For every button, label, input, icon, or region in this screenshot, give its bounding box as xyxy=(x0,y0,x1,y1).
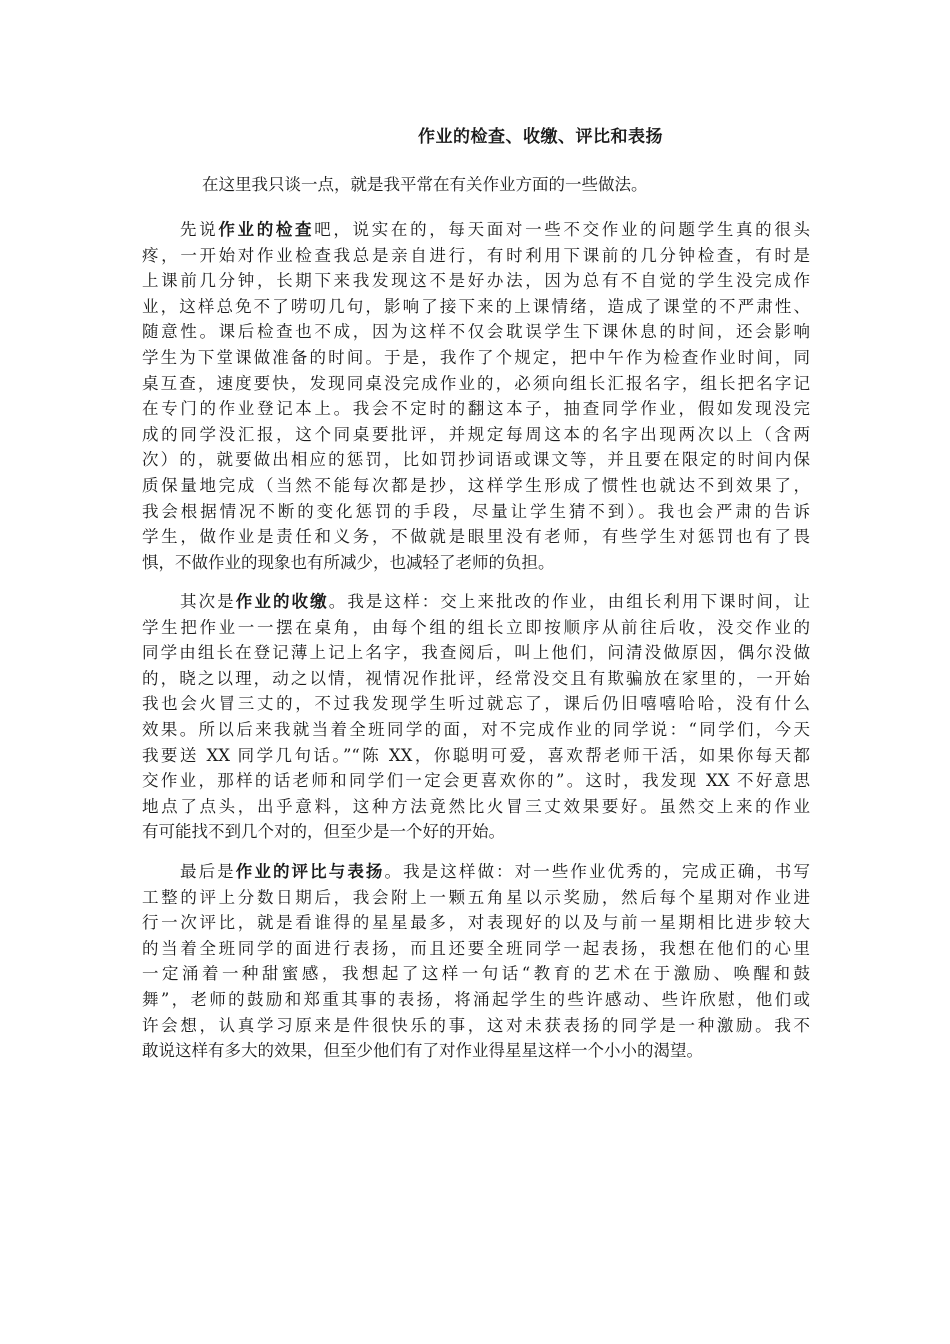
paragraph-line xyxy=(142,859,810,885)
paragraph-line: 上课前几分钟，长期下来我发现这不是好办法，因为总有不自觉的学生没完成作 xyxy=(142,271,810,291)
paragraph-lead-text: 最后是 xyxy=(180,862,236,881)
paragraph-line xyxy=(142,589,810,615)
paragraph-line: 桌互查，速度要快，发现同桌没完成作业的，必须向组长汇报名字，组长把名字记 xyxy=(142,373,810,393)
paragraph-line: 质保量地完成（当然不能每次都是抄，这样学生形成了惯性也就达不到效果了， xyxy=(142,475,810,495)
paragraph-line: 业，这样总免不了唠叨几句，影响了接下来的上课情绪，造成了课堂的不严肃性、 xyxy=(142,296,810,316)
paragraph-line-text: 。我是这样：交上来批改的作业，由组长利用下课时间，让 xyxy=(328,592,810,611)
paragraph-line: 许会想，认真学习原来是件很快乐的事，这对未获表扬的同学是一种激励。我不 xyxy=(142,1015,810,1035)
paragraph-line: 行一次评比，就是看谁得的星星最多，对表现好的以及与前一星期相比进步较大 xyxy=(142,913,810,933)
paragraph-line-text: 。我是这样做：对一些作业优秀的，完成正确，书写 xyxy=(384,862,810,881)
paragraph-line: 工整的评上分数日期后，我会附上一颗五角星以示奖励，然后每个星期对作业进 xyxy=(142,887,810,907)
paragraph-line-text: 吧，说实在的，每天面对一些不交作业的问题学生真的很头 xyxy=(314,220,810,239)
paragraph-line xyxy=(142,217,810,243)
paragraph-lead-text: 先说 xyxy=(180,220,219,239)
paragraph-line: 我也会火冒三丈的，不过我发现学生听过就忘了，课后仍旧嘻嘻哈哈，没有什么 xyxy=(142,694,810,714)
paragraph-line: 的当着全班同学的面进行表扬，而且还要全班同学一起表扬，我想在他们的心里 xyxy=(142,938,810,958)
paragraph-keyword: 作业的评比与表扬 xyxy=(235,862,385,881)
paragraph-line: 惧，不做作业的现象也有所减少，也减轻了老师的负担。 xyxy=(142,552,555,572)
paragraph-line: 有可能找不到几个对的，但至少是一个好的开始。 xyxy=(142,822,505,842)
paragraph-line: 敢说这样有多大的效果，但至少他们有了对作业得星星这样一个小小的渴望。 xyxy=(142,1041,703,1061)
paragraph-keyword: 作业的检查 xyxy=(218,220,315,239)
paragraph-line: 学生把作业一一摆在桌角，由每个组的组长立即按顺序从前往后收，没交作业的 xyxy=(142,617,810,637)
intro-paragraph: 在这里我只谈一点，就是我平常在有关作业方面的一些做法。 xyxy=(202,175,648,194)
paragraph-line: 的，晓之以理，动之以情，视情况作批评，经常没交且有欺骗放在家里的，一开始 xyxy=(142,668,810,688)
paragraph-line: 疼，一开始对作业检查我总是亲自进行，有时利用下课前的几分钟检查，有时是 xyxy=(142,245,810,265)
paragraph-line: 学生为下堂课做准备的时间。于是，我作了个规定，把中午作为检查作业时间，同 xyxy=(142,347,810,367)
paragraph-homework-evaluation xyxy=(142,859,810,1064)
paragraph-line: 同学由组长在登记薄上记上名字，我查阅后，叫上他们，问清没做原因，偶尔没做 xyxy=(142,643,810,663)
paragraph-line: 我会根据情况不断的变化惩罚的手段，尽量让学生猜不到）。我也会严肃的告诉 xyxy=(142,501,810,521)
paragraph-line: 舞”，老师的鼓励和郑重其事的表扬，将涌起学生的些许感动、些许欣慰，他们或 xyxy=(142,989,810,1009)
paragraph-line: 我要送 XX 同学几句话。”“陈 XX，你聪明可爱，喜欢帮老师干活，如果你每天都 xyxy=(142,745,810,765)
paragraph-line: 次）的，就要做出相应的惩罚，比如罚抄词语或课文等，并且要在限定的时间内保 xyxy=(142,450,810,470)
paragraph-line: 地点了点头，出乎意料，这种方法竟然比火冒三丈效果要好。虽然交上来的作业 xyxy=(142,796,810,816)
paragraph-line: 学生，做作业是责任和义务，不做就是眼里没有老师，有些学生对惩罚也有了畏 xyxy=(142,527,810,547)
paragraph-line: 一定涌着一种甜蜜感，我想起了这样一句话“教育的艺术在于激励、唤醒和鼓 xyxy=(142,964,810,984)
document-title: 作业的检查、收缴、评比和表扬 xyxy=(418,127,663,147)
paragraph-line: 交作业，那样的话老师和同学们一定会更喜欢你的”。这时，我发现 XX 不好意思 xyxy=(142,771,810,791)
paragraph-homework-collection xyxy=(142,589,810,845)
paragraph-line: 随意性。课后检查也不成，因为这样不仅会耽误学生下课休息的时间，还会影响 xyxy=(142,322,810,342)
paragraph-homework-checking xyxy=(142,217,810,575)
paragraph-keyword: 作业的收缴 xyxy=(235,592,329,611)
paragraph-line: 在专门的作业登记本上。我会不定时的翻这本子，抽查同学作业，假如发现没完 xyxy=(142,399,810,419)
paragraph-lead-text: 其次是 xyxy=(180,592,236,611)
paragraph-line: 成的同学没汇报，这个同桌要批评，并规定每周这本的名字出现两次以上（含两 xyxy=(142,424,810,444)
paragraph-line: 效果。所以后来我就当着全班同学的面，对不完成作业的同学说：“同学们，今天 xyxy=(142,719,810,739)
